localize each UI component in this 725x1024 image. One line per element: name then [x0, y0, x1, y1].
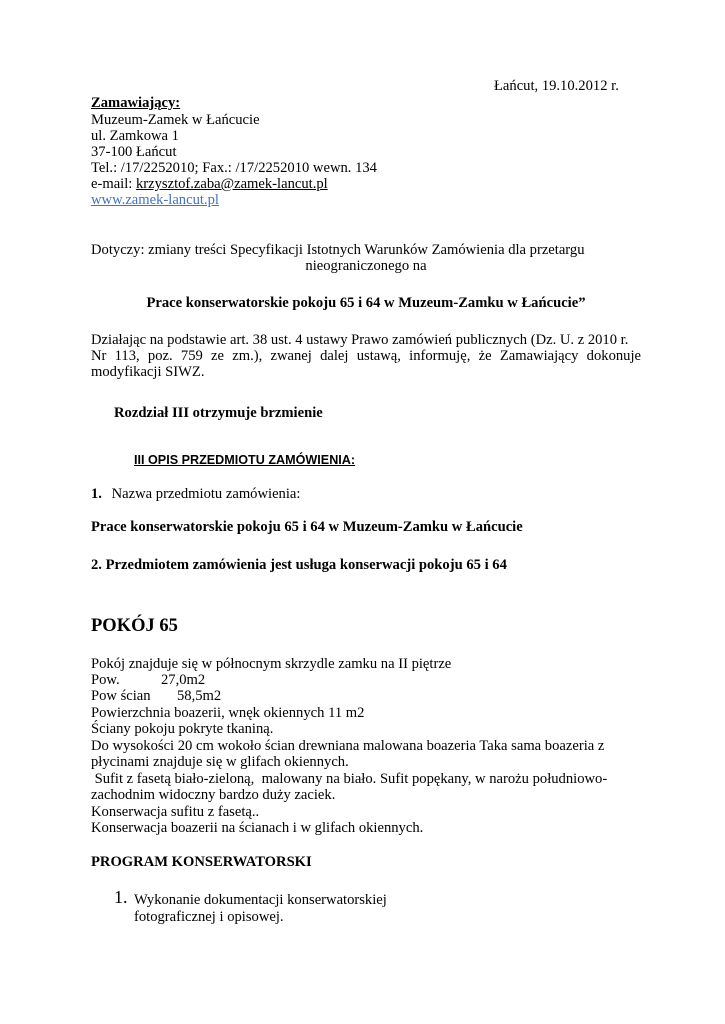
client-email-line	[91, 176, 328, 193]
client-city: 37-100 Łańcut	[91, 144, 177, 160]
website-link[interactable]: www.zamek-lancut.pl	[91, 192, 219, 208]
subject-line-2: nieograniczonego na	[305, 258, 427, 274]
client-name: Muzeum-Zamek w Łańcucie	[91, 112, 260, 128]
client-phone: Tel.: /17/2252010; Fax.: /17/2252010 wewn. 134	[91, 160, 377, 176]
document-date: Łańcut, 19.10.2012 r.	[494, 78, 619, 94]
item-2: 2. Przedmiotem zamówienia jest usługa konserwacji pokoju 65 i 64	[91, 557, 507, 573]
room-location: Pokój znajduje się w północnym skrzydle zamku na II piętrze	[91, 656, 452, 672]
program-item-line-1: Wykonanie dokumentacji konserwatorskiej	[134, 892, 387, 908]
room-task-1: Konserwacja sufitu z fasetą..	[91, 804, 260, 820]
item-1	[91, 486, 300, 503]
client-street: ul. Zamkowa 1	[91, 128, 179, 144]
room-area-label: Pow.	[91, 672, 120, 688]
room-walls-label: Pow ścian	[91, 688, 151, 704]
intro-line-1: Działając na podstawie art. 38 ust. 4 ustawy Prawo zamówień publicznych (Dz. U. z 2010 r.	[91, 332, 629, 348]
room-paneling-1: Do wysokości 20 cm wokoło ścian drewniana malowana boazeria Taka sama boazeria z	[91, 738, 605, 754]
room-heading: POKÓJ 65	[91, 616, 178, 636]
client-heading: Zamawiający:	[91, 95, 181, 111]
room-panel-area: Powierzchnia boazerii, wnęk okiennych 11 m2	[91, 705, 365, 721]
program-item-line-2: fotograficznej i opisowej.	[134, 909, 284, 925]
website-line	[91, 192, 219, 209]
program-item-number: 1.	[114, 887, 128, 907]
room-paneling-2: płycinami znajduje się w glifach okiennych.	[91, 754, 349, 770]
room-ceiling-2: zachodnim widoczny bardzo duży zaciek.	[91, 787, 336, 803]
room-area-value: 27,0m2	[161, 672, 206, 688]
subject-line-1: Dotyczy: zmiany treści Specyfikacji Istotnych Warunków Zamówienia dla przetargu	[91, 242, 585, 258]
email-prefix: e-mail:	[91, 176, 136, 192]
room-task-2: Konserwacja boazerii na ścianach i w glifach okiennych.	[91, 820, 424, 836]
room-area	[91, 672, 206, 689]
intro-line-2: Nr 113, poz. 759 ze zm.), zwanej dalej ustawą, informuję, że Zamawiający dokonuje	[91, 348, 641, 364]
intro-line-3: modyfikacji SIWZ.	[91, 364, 205, 380]
room-walls-fabric: Ściany pokoju pokryte tkaniną.	[91, 721, 274, 737]
room-ceiling-1: Sufit z fasetą biało-zieloną, malowany na biało. Sufit popękany, w narożu południowo-	[91, 771, 608, 787]
chapter-intro: Rozdział III otrzymuje brzmienie	[114, 405, 323, 421]
chapter-title: III OPIS PRZEDMIOTU ZAMÓWIENIA:	[134, 453, 356, 467]
room-walls-value: 58,5m2	[177, 688, 222, 704]
item-1-number: 1.	[91, 486, 102, 502]
room-walls	[91, 688, 222, 705]
subject-title: Prace konserwatorskie pokoju 65 i 64 w Muzeum-Zamku w Łańcucie”	[146, 295, 586, 311]
item-1-value: Prace konserwatorskie pokoju 65 i 64 w Muzeum-Zamku w Łańcucie	[91, 519, 523, 535]
program-heading: PROGRAM KONSERWATORSKI	[91, 854, 312, 870]
item-1-label: Nazwa przedmiotu zamówienia:	[111, 486, 301, 502]
email-link[interactable]: krzysztof.zaba@zamek-lancut.pl	[135, 176, 328, 192]
